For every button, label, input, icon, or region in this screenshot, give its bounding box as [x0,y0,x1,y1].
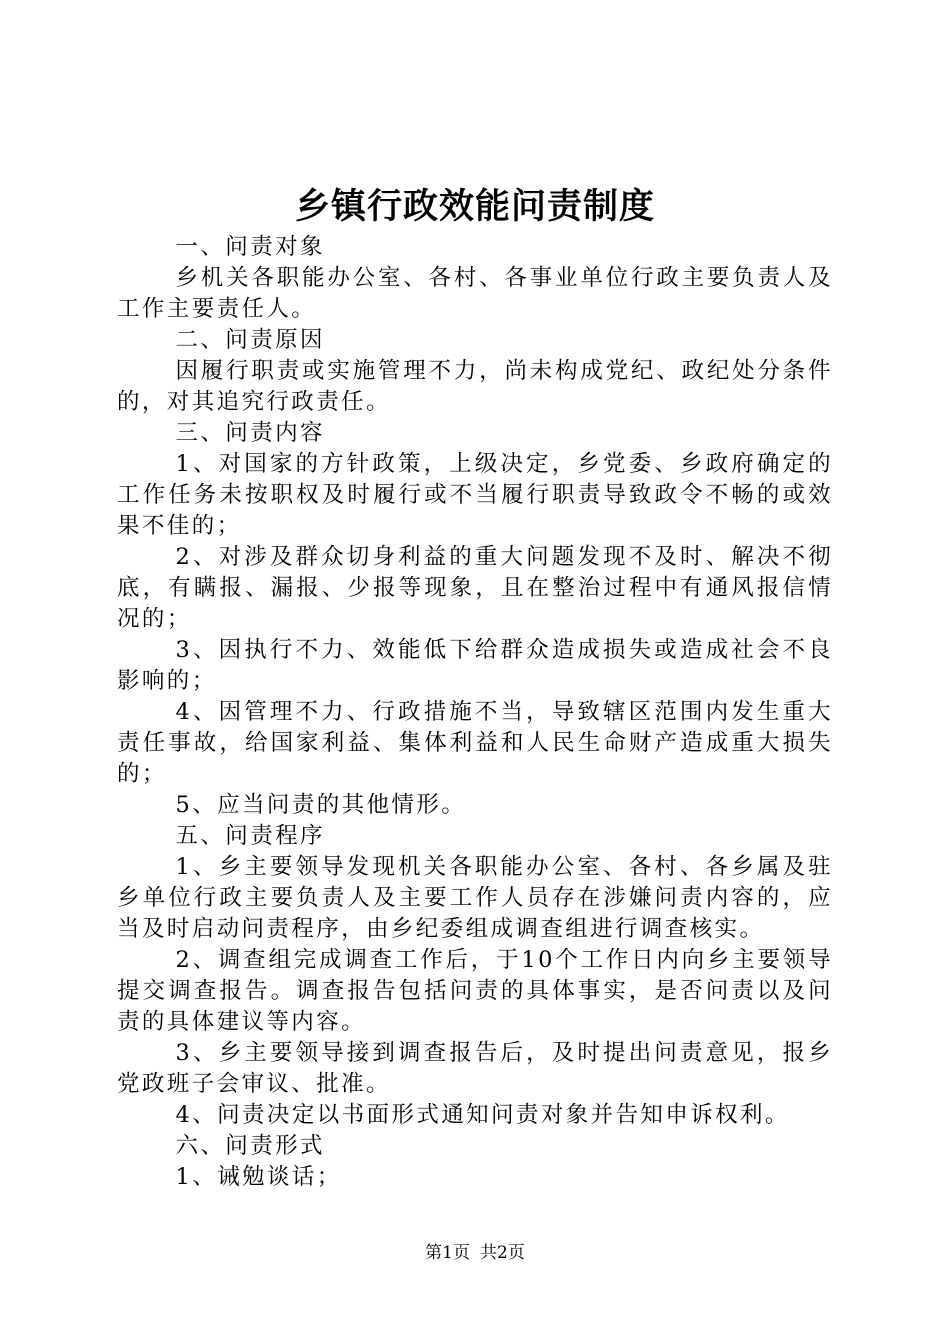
page-footer [0,1241,950,1265]
section-heading: 三、问责内容 [175,420,325,446]
document-title: 乡镇行政效能问责制度 [294,186,655,227]
section-heading: 六、问责形式 [175,1133,325,1159]
page-total: 共2页 [480,1243,525,1263]
list-item: 1、对国家的方针政策，上级决定，乡党委、乡政府确定的工作任务未按职权及时履行或不当履行职责导致政令不畅的或效果不佳的； [117,451,833,539]
paragraph: 乡机关各职能办公室、各村、各事业单位行政主要负责人及工作主要责任人。 [117,265,833,322]
list-item: 2、调查组完成调查工作后，于10个工作日内向乡主要领导提交调查报告。调查报告包括问责的具体事实，是否问责以及问责的具体建议等内容。 [117,947,833,1035]
page-number: 第1页 [425,1243,470,1263]
paragraph: 因履行职责或实施管理不力，尚未构成党纪、政纪处分条件的，对其追究行政责任。 [117,358,833,415]
list-item: 4、问责决定以书面形式通知问责对象并告知申诉权利。 [175,1102,790,1128]
list-item: 1、诫勉谈话； [175,1164,342,1190]
section-heading: 一、问责对象 [175,234,325,260]
list-item: 3、因执行不力、效能低下给群众造成损失或造成社会不良影响的； [117,637,833,694]
list-item: 1、乡主要领导发现机关各职能办公室、各村、各乡属及驻乡单位行政主要负责人及主要工作人员存在涉嫌问责内容的，应当及时启动问责程序，由乡纪委组成调查组进行调查核实。 [117,854,833,942]
list-item: 3、乡主要领导接到调查报告后，及时提出问责意见，报乡党政班子会审议、批准。 [117,1040,833,1097]
document-body [117,232,833,1193]
list-item: 5、应当问责的其他情形。 [175,792,467,818]
section-heading: 二、问责原因 [175,327,325,353]
section-heading: 五、问责程序 [175,823,325,849]
list-item: 2、对涉及群众切身利益的重大问题发现不及时、解决不彻底，有瞒报、漏报、少报等现象，且在整治过程中有通风报信情况的； [117,544,833,632]
list-item: 4、因管理不力、行政措施不当，导致辖区范围内发生重大责任事故，给国家利益、集体利益和人民生命财产造成重大损失的； [117,699,833,787]
